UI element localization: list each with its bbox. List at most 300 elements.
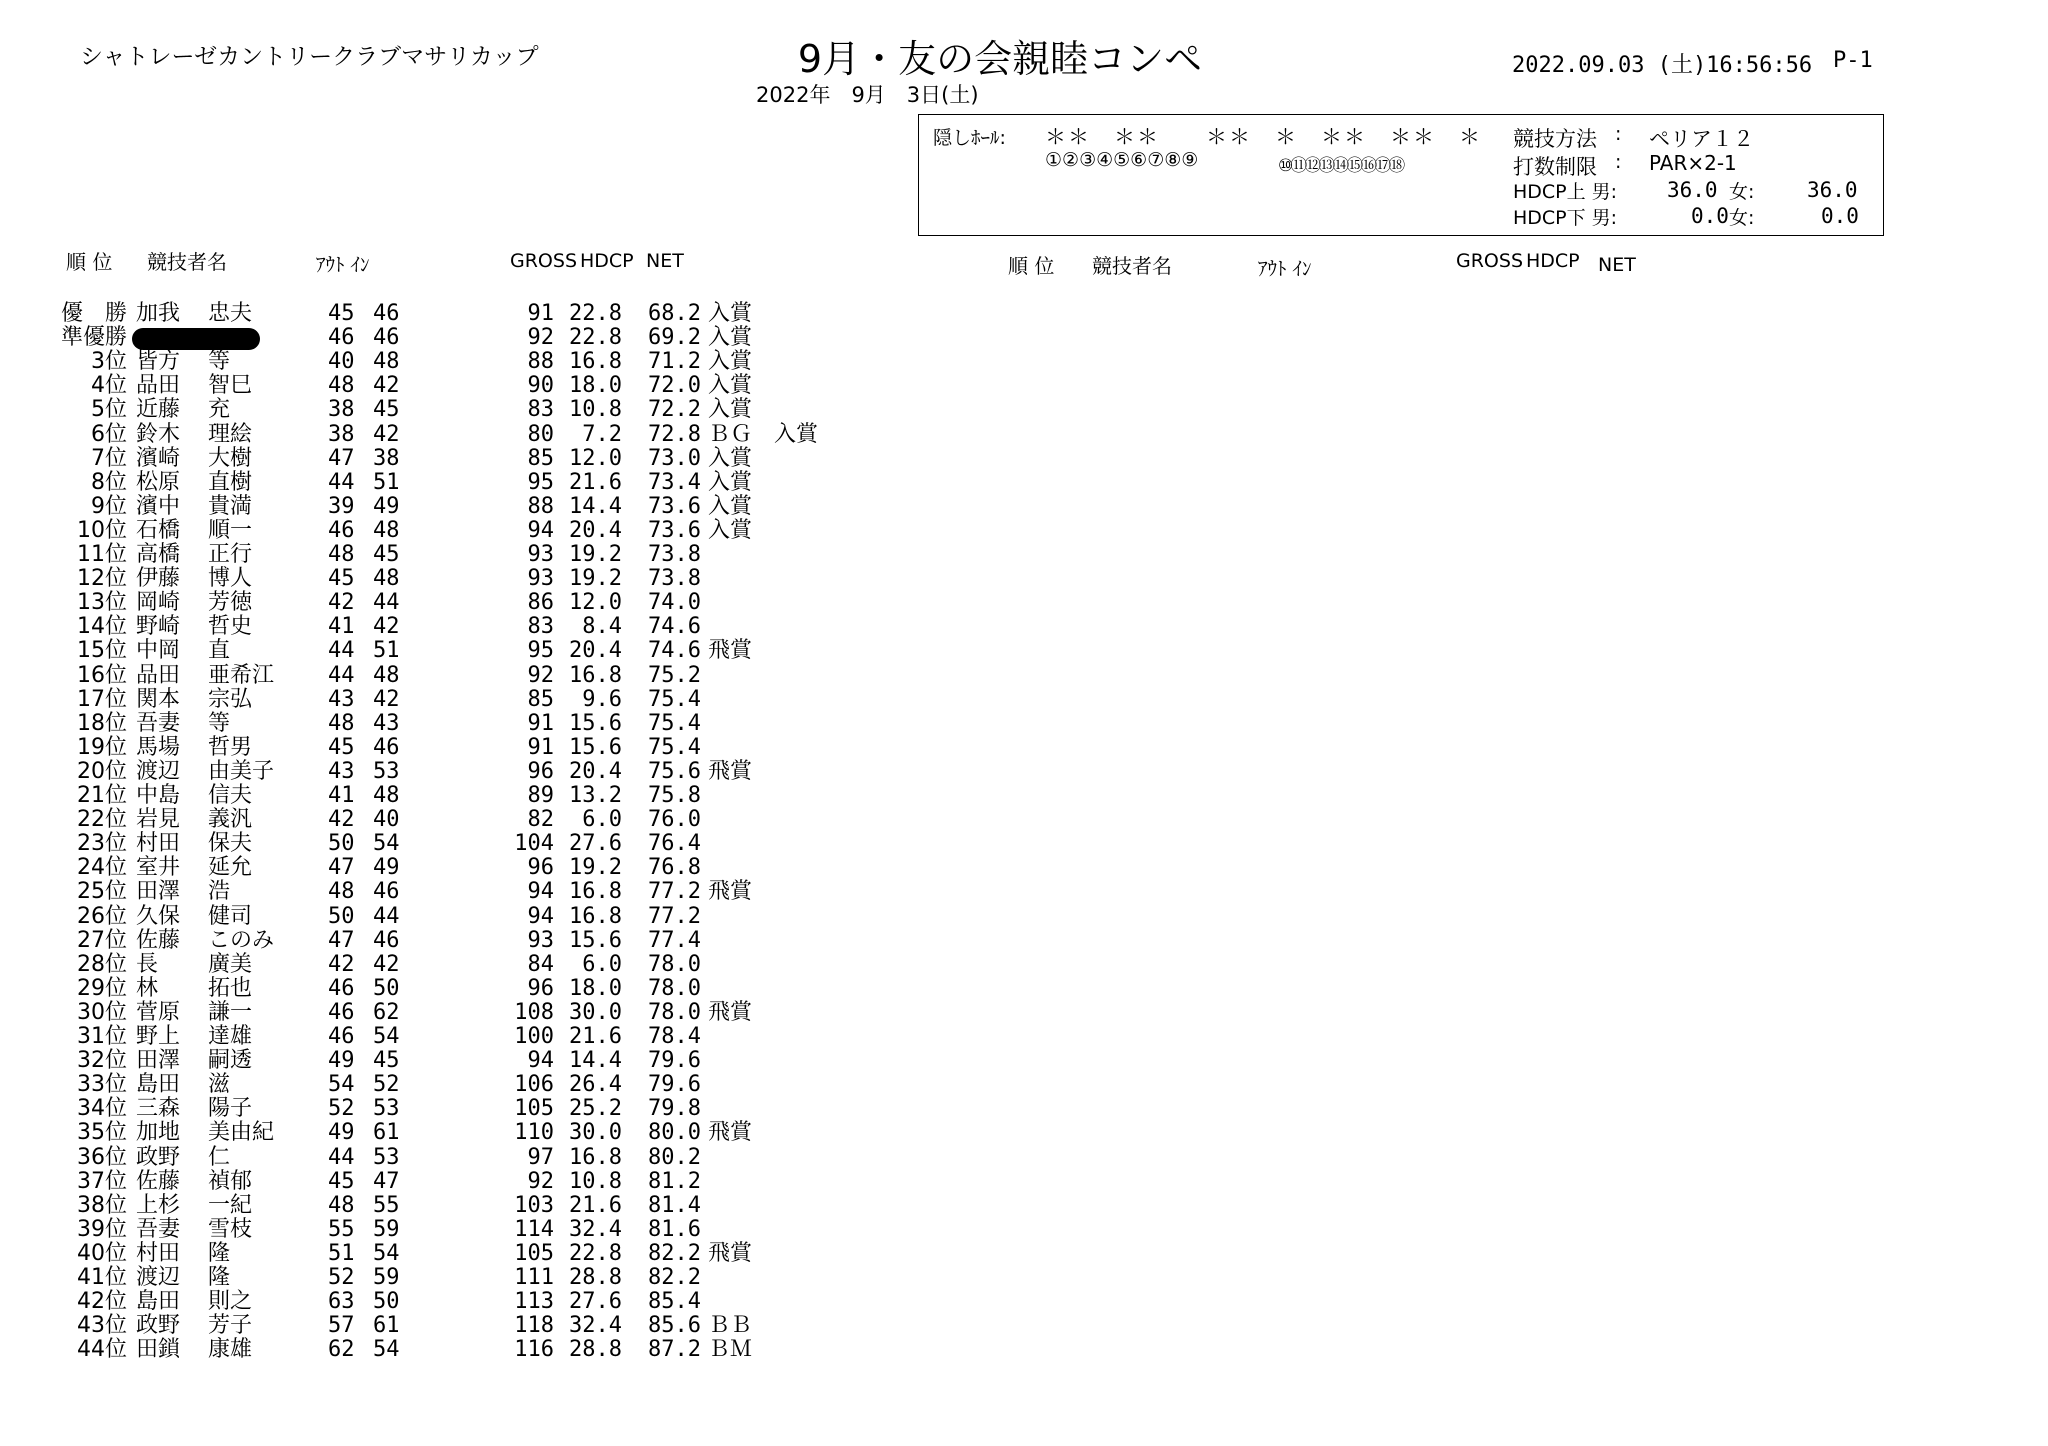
result-family-name: 品田 bbox=[136, 662, 181, 688]
result-gross: 93 bbox=[527, 542, 554, 567]
result-family-name: 野上 bbox=[136, 1024, 181, 1049]
result-out-score: 42 bbox=[328, 807, 355, 833]
result-net: 80.0 bbox=[648, 1120, 701, 1146]
result-gross: 104 bbox=[514, 831, 554, 857]
result-out-score: 49 bbox=[328, 1120, 355, 1146]
result-award: 入賞 bbox=[708, 373, 753, 399]
result-in-score: 54 bbox=[373, 1024, 400, 1049]
result-hdcp: 19.2 bbox=[569, 566, 622, 592]
result-net: 69.2 bbox=[648, 325, 701, 351]
result-in-score: 45 bbox=[373, 1048, 400, 1074]
result-net: 82.2 bbox=[648, 1240, 701, 1266]
result-given-name: 陽子 bbox=[208, 1096, 253, 1122]
result-hdcp: 19.2 bbox=[569, 542, 622, 567]
result-family-name: 政野 bbox=[136, 1313, 181, 1339]
result-row bbox=[0, 1097, 2048, 1121]
hdcp-upper-male: 36.0 bbox=[1667, 178, 1718, 202]
result-given-name: 芳子 bbox=[208, 1313, 253, 1339]
result-rank: 3位 bbox=[91, 349, 127, 375]
hidden-holes-label: 隠しﾎｰﾙ: bbox=[933, 127, 1006, 149]
result-out-score: 46 bbox=[328, 517, 355, 543]
result-family-name: 長 bbox=[136, 951, 159, 977]
result-hdcp: 26.4 bbox=[569, 1072, 622, 1098]
result-gross: 96 bbox=[527, 975, 554, 1001]
result-family-name: 松原 bbox=[136, 469, 181, 495]
hidden-hole-marks: ＊＊ ＊＊ ＊＊ ＊ ＊＊ ＊＊ ＊ bbox=[1045, 125, 1482, 149]
result-given-name: 宗弘 bbox=[208, 686, 253, 712]
result-in-score: 44 bbox=[373, 903, 400, 929]
result-hdcp: 21.6 bbox=[569, 1192, 622, 1218]
result-net: 75.6 bbox=[648, 758, 701, 784]
result-in-score: 48 bbox=[373, 349, 400, 375]
result-net: 73.6 bbox=[648, 517, 701, 543]
result-in-score: 51 bbox=[373, 638, 400, 664]
result-net: 76.0 bbox=[648, 807, 701, 833]
redacted-name bbox=[132, 328, 260, 350]
result-family-name: 吾妻 bbox=[136, 1216, 181, 1242]
result-given-name: 廣美 bbox=[208, 951, 253, 977]
result-rank: 21位 bbox=[77, 783, 127, 808]
result-row bbox=[0, 591, 2048, 615]
result-row bbox=[0, 953, 2048, 977]
result-award: ＢＢ bbox=[708, 1313, 753, 1339]
col-out-in: ｱｳﾄ ｲﾝ bbox=[316, 254, 370, 276]
result-gross: 103 bbox=[514, 1192, 554, 1218]
result-out-score: 41 bbox=[328, 614, 355, 640]
result-family-name: 島田 bbox=[136, 1072, 181, 1098]
result-rank: 40位 bbox=[77, 1240, 127, 1266]
result-in-score: 54 bbox=[373, 831, 400, 857]
stroke-limit-value: PAR×2-1 bbox=[1649, 151, 1737, 175]
result-gross: 96 bbox=[527, 855, 554, 881]
result-row bbox=[0, 1266, 2048, 1290]
result-row bbox=[0, 423, 2048, 447]
result-award: ＢＭ bbox=[708, 1337, 753, 1363]
result-gross: 90 bbox=[527, 373, 554, 399]
result-net: 81.6 bbox=[648, 1216, 701, 1242]
result-given-name: 充 bbox=[208, 397, 231, 423]
result-family-name: 中島 bbox=[136, 783, 181, 808]
result-given-name: 正行 bbox=[208, 542, 253, 567]
col-gross: GROSS bbox=[510, 250, 578, 272]
result-hdcp: 18.0 bbox=[569, 373, 622, 399]
result-row bbox=[0, 302, 2048, 326]
result-net: 72.8 bbox=[648, 421, 701, 447]
result-in-score: 46 bbox=[373, 879, 400, 905]
col-rank-right: 順 位 bbox=[1008, 254, 1055, 278]
result-given-name: 保夫 bbox=[208, 831, 253, 857]
result-hdcp: 32.4 bbox=[569, 1216, 622, 1242]
col-name: 競技者名 bbox=[147, 250, 227, 274]
result-gross: 86 bbox=[527, 590, 554, 616]
result-award: 飛賞 bbox=[708, 638, 753, 664]
result-family-name: 佐藤 bbox=[136, 1168, 181, 1194]
result-hdcp: 16.8 bbox=[569, 1144, 622, 1170]
result-given-name: 延允 bbox=[208, 855, 253, 881]
result-hdcp: 6.0 bbox=[582, 951, 622, 977]
result-rank: 35位 bbox=[77, 1120, 127, 1146]
result-net: 79.8 bbox=[648, 1096, 701, 1122]
result-out-score: 45 bbox=[328, 734, 355, 760]
result-out-score: 47 bbox=[328, 855, 355, 881]
result-gross: 97 bbox=[527, 1144, 554, 1170]
result-net: 77.2 bbox=[648, 879, 701, 905]
result-family-name: 近藤 bbox=[136, 397, 181, 423]
result-in-score: 51 bbox=[373, 469, 400, 495]
result-award: 入賞 bbox=[708, 325, 753, 351]
result-in-score: 50 bbox=[373, 1289, 400, 1315]
result-gross: 89 bbox=[527, 783, 554, 808]
result-given-name: 智巳 bbox=[208, 373, 253, 399]
result-hdcp: 20.4 bbox=[569, 638, 622, 664]
hdcp-upper-female-label: 女: bbox=[1729, 181, 1755, 203]
result-given-name: 直樹 bbox=[208, 469, 253, 495]
result-given-name: 義汎 bbox=[208, 807, 253, 833]
result-rank: 33位 bbox=[77, 1072, 127, 1098]
result-row bbox=[0, 808, 2048, 832]
result-given-name: このみ bbox=[208, 927, 275, 953]
result-in-score: 42 bbox=[373, 421, 400, 447]
result-out-score: 48 bbox=[328, 879, 355, 905]
result-hdcp: 28.8 bbox=[569, 1265, 622, 1290]
result-out-score: 49 bbox=[328, 1048, 355, 1074]
result-hdcp: 27.6 bbox=[569, 1289, 622, 1315]
result-row bbox=[0, 688, 2048, 712]
result-net: 68.2 bbox=[648, 301, 701, 326]
result-hdcp: 32.4 bbox=[569, 1313, 622, 1339]
result-award: 入賞 bbox=[708, 445, 753, 471]
result-row bbox=[0, 1146, 2048, 1170]
result-hdcp: 15.6 bbox=[569, 734, 622, 760]
result-row bbox=[0, 519, 2048, 543]
result-rank: 6位 bbox=[91, 421, 127, 447]
hdcp-lower-label: HDCP下 男: bbox=[1513, 207, 1618, 229]
result-out-score: 44 bbox=[328, 638, 355, 664]
result-out-score: 38 bbox=[328, 397, 355, 423]
result-given-name: 哲史 bbox=[208, 614, 253, 640]
result-award: 飛賞 bbox=[708, 758, 753, 784]
result-gross: 92 bbox=[527, 662, 554, 688]
result-row bbox=[0, 495, 2048, 519]
result-out-score: 44 bbox=[328, 662, 355, 688]
col-net-right: NET bbox=[1598, 254, 1636, 276]
hdcp-lower-male: 0.0 bbox=[1691, 204, 1729, 228]
result-given-name: 忠夫 bbox=[208, 301, 253, 326]
result-gross: 93 bbox=[527, 927, 554, 953]
result-in-score: 61 bbox=[373, 1313, 400, 1339]
result-family-name: 室井 bbox=[136, 855, 181, 881]
result-family-name: 吾妻 bbox=[136, 710, 181, 736]
result-hdcp: 22.8 bbox=[569, 1240, 622, 1266]
result-hdcp: 15.6 bbox=[569, 710, 622, 736]
result-net: 73.8 bbox=[648, 566, 701, 592]
result-net: 75.4 bbox=[648, 686, 701, 712]
result-family-name: 加地 bbox=[136, 1120, 181, 1146]
result-gross: 94 bbox=[527, 903, 554, 929]
result-out-score: 63 bbox=[328, 1289, 355, 1315]
result-given-name: 順一 bbox=[208, 517, 253, 543]
result-hdcp: 9.6 bbox=[582, 686, 622, 712]
result-rank: 12位 bbox=[77, 566, 127, 592]
hdcp-upper-label: HDCP上 男: bbox=[1513, 181, 1618, 203]
result-net: 78.0 bbox=[648, 951, 701, 977]
result-out-score: 42 bbox=[328, 951, 355, 977]
result-in-score: 42 bbox=[373, 373, 400, 399]
result-out-score: 44 bbox=[328, 469, 355, 495]
result-out-score: 48 bbox=[328, 542, 355, 567]
result-rank: 5位 bbox=[91, 397, 127, 423]
result-rank: 38位 bbox=[77, 1192, 127, 1218]
result-net: 78.0 bbox=[648, 999, 701, 1025]
result-hdcp: 21.6 bbox=[569, 1024, 622, 1049]
result-award: ＢＧ 入賞 bbox=[708, 421, 819, 447]
result-row bbox=[0, 1314, 2048, 1338]
result-given-name: 達雄 bbox=[208, 1024, 253, 1049]
result-net: 78.0 bbox=[648, 975, 701, 1001]
result-gross: 85 bbox=[527, 686, 554, 712]
result-gross: 105 bbox=[514, 1240, 554, 1266]
page-number: P-1 bbox=[1833, 48, 1873, 73]
result-out-score: 57 bbox=[328, 1313, 355, 1339]
result-award: 飛賞 bbox=[708, 879, 753, 905]
result-rank: 41位 bbox=[77, 1265, 127, 1290]
result-rank: 37位 bbox=[77, 1168, 127, 1194]
result-given-name: 芳徳 bbox=[208, 590, 253, 616]
print-datetime: 2022.09.03 (土)16:56:56 bbox=[1512, 53, 1813, 78]
result-gross: 95 bbox=[527, 638, 554, 664]
result-rank: 18位 bbox=[77, 710, 127, 736]
result-gross: 92 bbox=[527, 1168, 554, 1194]
result-hdcp: 7.2 bbox=[582, 421, 622, 447]
stroke-limit-label: 打数制限 bbox=[1513, 155, 1597, 179]
result-in-score: 49 bbox=[373, 493, 400, 519]
result-rank: 準優勝 bbox=[60, 325, 127, 351]
result-gross: 111 bbox=[514, 1265, 554, 1290]
result-family-name: 関本 bbox=[136, 686, 181, 712]
result-given-name: 美由紀 bbox=[208, 1120, 275, 1146]
result-out-score: 43 bbox=[328, 686, 355, 712]
result-row bbox=[0, 977, 2048, 1001]
result-out-score: 54 bbox=[328, 1072, 355, 1098]
result-rank: 24位 bbox=[77, 855, 127, 881]
result-in-score: 59 bbox=[373, 1216, 400, 1242]
method-separator: : bbox=[1615, 123, 1622, 145]
result-rank: 4位 bbox=[91, 373, 127, 399]
result-given-name: 康雄 bbox=[208, 1337, 253, 1363]
result-out-score: 46 bbox=[328, 975, 355, 1001]
result-family-name: 上杉 bbox=[136, 1192, 181, 1218]
result-award: 入賞 bbox=[708, 397, 753, 423]
result-in-score: 38 bbox=[373, 445, 400, 471]
result-row bbox=[0, 880, 2048, 904]
result-net: 72.0 bbox=[648, 373, 701, 399]
result-rank: 42位 bbox=[77, 1289, 127, 1315]
result-hdcp: 20.4 bbox=[569, 758, 622, 784]
result-net: 73.8 bbox=[648, 542, 701, 567]
result-out-score: 45 bbox=[328, 301, 355, 326]
result-gross: 91 bbox=[527, 734, 554, 760]
result-in-score: 48 bbox=[373, 566, 400, 592]
result-row bbox=[0, 615, 2048, 639]
result-net: 71.2 bbox=[648, 349, 701, 375]
result-gross: 118 bbox=[514, 1313, 554, 1339]
result-row bbox=[0, 856, 2048, 880]
result-in-score: 47 bbox=[373, 1168, 400, 1194]
result-row bbox=[0, 471, 2048, 495]
result-net: 81.4 bbox=[648, 1192, 701, 1218]
result-row bbox=[0, 1121, 2048, 1145]
result-hdcp: 30.0 bbox=[569, 1120, 622, 1146]
result-in-score: 61 bbox=[373, 1120, 400, 1146]
result-gross: 110 bbox=[514, 1120, 554, 1146]
result-family-name: 加我 bbox=[136, 301, 181, 326]
result-hdcp: 18.0 bbox=[569, 975, 622, 1001]
result-given-name: 謙一 bbox=[208, 999, 253, 1025]
result-rank: 22位 bbox=[77, 807, 127, 833]
result-given-name: 隆 bbox=[208, 1265, 231, 1290]
result-row bbox=[0, 1194, 2048, 1218]
title-text: 9月・友の会親睦コンペ bbox=[797, 37, 1203, 81]
result-in-score: 54 bbox=[373, 1337, 400, 1363]
result-row bbox=[0, 929, 2048, 953]
result-in-score: 50 bbox=[373, 975, 400, 1001]
result-award: 入賞 bbox=[708, 517, 753, 543]
result-row bbox=[0, 1073, 2048, 1097]
result-out-score: 42 bbox=[328, 590, 355, 616]
result-hdcp: 12.0 bbox=[569, 590, 622, 616]
result-row bbox=[0, 1001, 2048, 1025]
result-gross: 92 bbox=[527, 325, 554, 351]
col-hdcp: HDCP bbox=[580, 250, 634, 272]
result-family-name: 田鎖 bbox=[136, 1337, 181, 1363]
result-row bbox=[0, 1338, 2048, 1362]
result-family-name: 林 bbox=[136, 975, 159, 1001]
col-rank: 順 位 bbox=[66, 250, 113, 274]
result-out-score: 50 bbox=[328, 903, 355, 929]
result-given-name: 滋 bbox=[208, 1072, 231, 1098]
result-in-score: 46 bbox=[373, 927, 400, 953]
result-rank: 11位 bbox=[77, 542, 127, 567]
result-out-score: 46 bbox=[328, 1024, 355, 1049]
result-net: 74.6 bbox=[648, 614, 701, 640]
col-gross-right: GROSS bbox=[1456, 250, 1524, 272]
result-family-name: 品田 bbox=[136, 373, 181, 399]
result-out-score: 48 bbox=[328, 710, 355, 736]
result-in-score: 43 bbox=[373, 710, 400, 736]
result-given-name: 一紀 bbox=[208, 1192, 253, 1218]
result-hdcp: 15.6 bbox=[569, 927, 622, 953]
result-given-name: 直 bbox=[208, 638, 231, 664]
result-out-score: 46 bbox=[328, 325, 355, 351]
club-name: シャトレーゼカントリークラブマサリカップ bbox=[80, 44, 539, 70]
result-given-name: 雪枝 bbox=[208, 1216, 253, 1242]
result-family-name: 鈴木 bbox=[136, 421, 181, 447]
result-family-name: 馬場 bbox=[136, 734, 181, 760]
result-gross: 114 bbox=[514, 1216, 554, 1242]
result-net: 75.4 bbox=[648, 710, 701, 736]
result-rank: 9位 bbox=[91, 493, 127, 519]
result-net: 78.4 bbox=[648, 1024, 701, 1049]
result-family-name: 佐藤 bbox=[136, 927, 181, 953]
result-net: 77.4 bbox=[648, 927, 701, 953]
result-rank: 29位 bbox=[77, 975, 127, 1001]
result-net: 82.2 bbox=[648, 1265, 701, 1290]
result-in-score: 48 bbox=[373, 662, 400, 688]
result-given-name: 仁 bbox=[208, 1144, 231, 1170]
result-family-name: 村田 bbox=[136, 831, 181, 857]
result-rank: 優 勝 bbox=[60, 301, 127, 326]
result-out-score: 41 bbox=[328, 783, 355, 808]
result-rank: 17位 bbox=[77, 686, 127, 712]
result-gross: 113 bbox=[514, 1289, 554, 1315]
result-net: 77.2 bbox=[648, 903, 701, 929]
result-given-name: 隆 bbox=[208, 1240, 231, 1266]
result-rank: 26位 bbox=[77, 903, 127, 929]
result-award: 飛賞 bbox=[708, 1120, 753, 1146]
result-gross: 88 bbox=[527, 349, 554, 375]
result-in-score: 46 bbox=[373, 325, 400, 351]
result-family-name: 岩見 bbox=[136, 807, 181, 833]
result-family-name: 政野 bbox=[136, 1144, 181, 1170]
result-out-score: 47 bbox=[328, 927, 355, 953]
result-family-name: 渡辺 bbox=[136, 1265, 181, 1290]
result-gross: 94 bbox=[527, 1048, 554, 1074]
result-row bbox=[0, 1242, 2048, 1266]
result-given-name: 浩 bbox=[208, 879, 231, 905]
result-given-name: 健司 bbox=[208, 903, 253, 929]
result-rank: 14位 bbox=[77, 614, 127, 640]
result-net: 76.8 bbox=[648, 855, 701, 881]
result-net: 75.8 bbox=[648, 783, 701, 808]
result-family-name: 岡崎 bbox=[136, 590, 181, 616]
result-rank: 36位 bbox=[77, 1144, 127, 1170]
result-in-score: 46 bbox=[373, 734, 400, 760]
result-family-name: 島田 bbox=[136, 1289, 181, 1315]
result-hdcp: 14.4 bbox=[569, 1048, 622, 1074]
result-out-score: 62 bbox=[328, 1337, 355, 1363]
result-hdcp: 20.4 bbox=[569, 517, 622, 543]
result-net: 79.6 bbox=[648, 1048, 701, 1074]
result-hdcp: 16.8 bbox=[569, 903, 622, 929]
result-given-name: 則之 bbox=[208, 1289, 253, 1315]
result-rank: 31位 bbox=[77, 1024, 127, 1049]
front-nine-holes: ①②③④⑤⑥⑦⑧⑨ bbox=[1045, 149, 1199, 171]
result-net: 81.2 bbox=[648, 1168, 701, 1194]
result-out-score: 43 bbox=[328, 758, 355, 784]
result-rank: 27位 bbox=[77, 927, 127, 953]
result-family-name: 伊藤 bbox=[136, 566, 181, 592]
result-gross: 105 bbox=[514, 1096, 554, 1122]
result-in-score: 53 bbox=[373, 758, 400, 784]
result-given-name: 博人 bbox=[208, 566, 253, 592]
result-in-score: 42 bbox=[373, 686, 400, 712]
result-in-score: 59 bbox=[373, 1265, 400, 1290]
result-hdcp: 16.8 bbox=[569, 879, 622, 905]
result-row bbox=[0, 350, 2048, 374]
result-given-name: 禎郁 bbox=[208, 1168, 253, 1194]
result-rank: 10位 bbox=[77, 517, 127, 543]
result-rank: 32位 bbox=[77, 1048, 127, 1074]
result-family-name: 渡辺 bbox=[136, 758, 181, 784]
result-given-name: 大樹 bbox=[208, 445, 253, 471]
result-hdcp: 21.6 bbox=[569, 469, 622, 495]
result-out-score: 47 bbox=[328, 445, 355, 471]
result-out-score: 45 bbox=[328, 1168, 355, 1194]
result-gross: 91 bbox=[527, 301, 554, 326]
result-family-name: 村田 bbox=[136, 1240, 181, 1266]
result-out-score: 52 bbox=[328, 1096, 355, 1122]
result-row bbox=[0, 712, 2048, 736]
